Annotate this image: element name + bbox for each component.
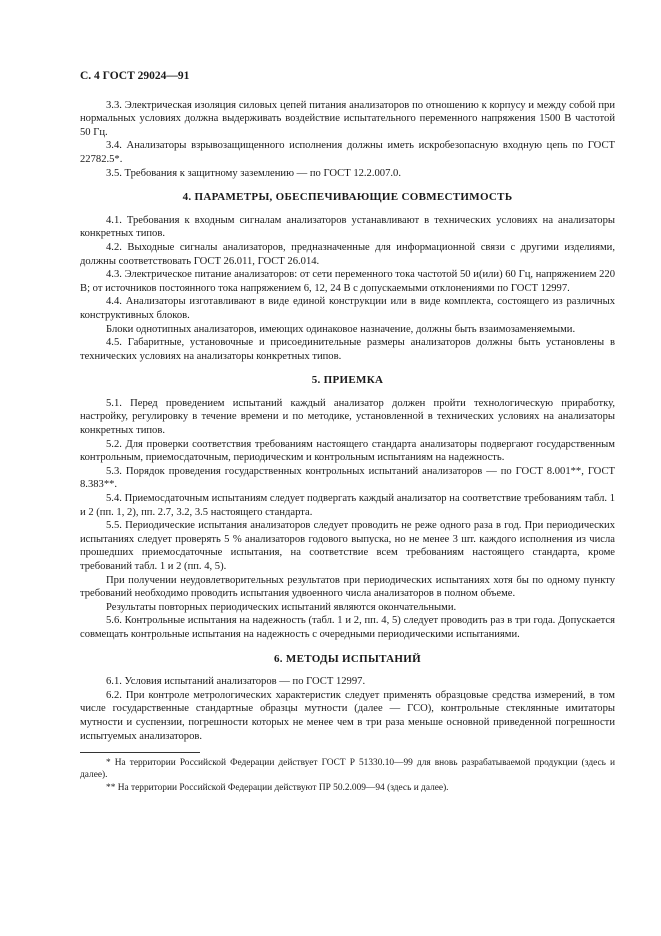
page-header: С. 4 ГОСТ 29024—91 (80, 70, 190, 82)
paragraph-5-1: 5.1. Перед проведением испытаний каждый анализатор должен пройти технологическую приработку, настройку, регулировку в течение времени и по методике, установленной в технических условиях на анализаторы конкретных типов. (80, 397, 615, 437)
document-page (80, 70, 615, 794)
paragraph-3-3: 3.3. Электрическая изоляция силовых цепей питания анализаторов по отношению к корпусу и между собой при нормальных условиях должна выдерживать воздействие испытательного переменного напряжения 1500 В частотой 50 Гц. (80, 99, 615, 138)
footnote-2: ** На территории Российской Федерации действуют ПР 50.2.009—94 (здесь и далее). (106, 782, 449, 793)
section-title: 6. МЕТОДЫ ИСПЫТАНИЙ (274, 652, 421, 665)
section-title: 5. ПРИЕМКА (311, 374, 384, 387)
paragraph-4-2: 4.2. Выходные сигналы анализаторов, предназначенные для информационной связи с другими изделиями, должны соответствовать ГОСТ 26.011, ГОСТ 26.014. (80, 241, 615, 267)
section-6 (80, 653, 615, 744)
paragraph-5-5-results: Результаты повторных периодических испытаний являются окончательными. (106, 601, 457, 613)
paragraph-3-5: 3.5. Требования к защитному заземлению — по ГОСТ 12.2.007.0. (106, 167, 401, 179)
paragraph-5-3: 5.3. Порядок проведения государственных контрольных испытаний анализаторов — по ГОСТ 8.001**, ГОСТ 8.383**. (80, 465, 615, 491)
paragraph-5-2: 5.2. Для проверки соответствия требованиям настоящего стандарта анализаторы подвергают государственным контрольным, приемосдаточным, периодическим и контрольным испытаниям на надежность. (80, 438, 615, 464)
section-5 (80, 374, 615, 641)
paragraph-5-6: 5.6. Контрольные испытания на надежность (табл. 1 и 2, пп. 4, 5) следует проводить раз в три года. Допускается совмещать контрольные испытания на надежность с очередными периодическими испытаниями. (80, 615, 615, 640)
paragraph-5-5-failure: При получении неудовлетворительных результатов при периодических испытаниях хотя бы по одному пункту требований необходимо проводить испытания удвоенного числа анализаторов в полном объеме. (80, 574, 615, 600)
paragraph-3-4: 3.4. Анализаторы взрывозащищенного исполнения должны иметь искробезопасную входную цепь по ГОСТ 22782.5*. (80, 140, 615, 165)
paragraph-4-4-blocks: Блоки однотипных анализаторов, имеющих одинаковое назначение, должны быть взаимозаменяемыми. (106, 323, 576, 335)
paragraph-4-4: 4.4. Анализаторы изготавливают в виде единой конструкции или в виде комплекта, состоящего из различных конструктивных блоков. (80, 296, 615, 321)
paragraph-4-1: 4.1. Требования к входным сигналам анализаторов устанавливают в технических условиях на анализаторы конкретных типов. (80, 214, 615, 240)
footnote-1: * На территории Российской Федерации действует ГОСТ Р 51330.10—99 для вновь разрабатываемой продукции (здесь и далее). (80, 758, 615, 781)
paragraph-5-5: 5.5. Периодические испытания анализаторов следует проводить не реже одного раза в год. При периодических испытаниях следует проверять 5 % анализаторов годового выпуска, но не менее 3 шт. каждого исполнения из числа прошедших приемосдаточные испытания, на соответствие всем требованиям настоящего стандарта, кроме требований табл. 1 и 2 (пп. 4, 5). (80, 520, 615, 572)
paragraph-5-4: 5.4. Приемосдаточным испытаниям следует подвергать каждый анализатор на соответствие требованиям табл. 1 и 2 (пп. 1, 2), пп. 2.7, 3.2, 3.5 настоящего стандарта. (80, 493, 615, 518)
paragraph-4-3: 4.3. Электрическое питание анализаторов: от сети переменного тока частотой 50 и(или) 60 Гц, напряжением 220 В; от источников постоянного тока напряжением 6, 12, 24 В с допускаемыми отклонениями по ГОСТ 12997. (80, 269, 615, 294)
section-title: 4. ПАРАМЕТРЫ, ОБЕСПЕЧИВАЮЩИЕ СОВМЕСТИМОСТЬ (182, 191, 513, 204)
paragraph-6-1: 6.1. Условия испытаний анализаторов — по ГОСТ 12997. (106, 676, 366, 688)
section-3-tail (80, 99, 615, 181)
paragraph-4-5: 4.5. Габаритные, установочные и присоединительные размеры анализаторов должны быть установлены в технических условиях на анализаторы конкретных типов. (80, 337, 615, 362)
footnote-divider (80, 752, 200, 753)
paragraph-6-2: 6.2. При контроле метрологических характеристик следует применять образцовые средства измерений, в том числе государственные стандартные образцы мутности (далее — ГСО), контрольные стеклянные имитаторы мутности и суспензии, погрешности которых не менее чем в три раза меньше основной приведенной погрешности испытуемых анализаторов. (80, 689, 615, 742)
section-4 (80, 191, 615, 363)
